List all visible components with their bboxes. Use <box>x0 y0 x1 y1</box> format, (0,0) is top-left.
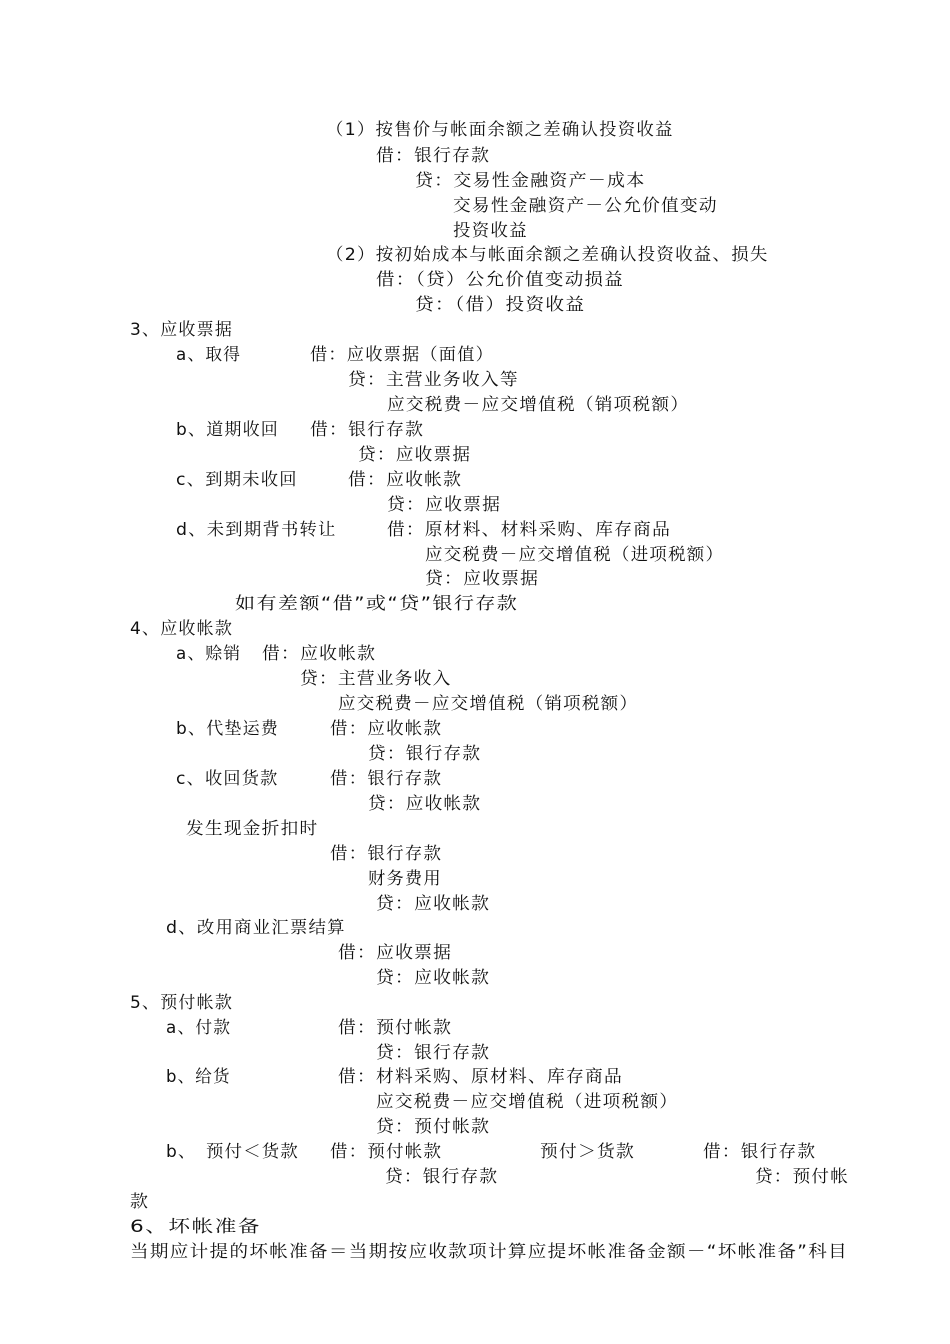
text-line: b、给货 <box>166 1067 231 1087</box>
text-line: d、未到期背书转让 <box>176 520 337 540</box>
text-line: b、代垫运费 <box>176 719 279 739</box>
text-line: a、付款 <box>166 1018 232 1038</box>
text-line: 应交税费－应交增值税（进项税额） <box>425 545 725 565</box>
text-line: 贷：交易性金融资产－成本 <box>415 171 646 191</box>
text-line: 贷：银行存款 <box>368 744 482 764</box>
text-line: 投资收益 <box>453 221 528 241</box>
text-line: 贷：银行存款 <box>385 1167 499 1187</box>
text-line: 贷：银行存款 <box>376 1043 491 1063</box>
text-line: 贷：主营业务收入 <box>300 669 452 689</box>
text-line: 贷：预付帐款 <box>376 1117 491 1137</box>
text-line: 贷：应收票据 <box>358 445 472 465</box>
text-line: 款 <box>130 1192 150 1212</box>
text-line: 借：银行存款 <box>703 1142 817 1162</box>
text-line: 借：应收帐款 <box>262 644 377 664</box>
text-line: 贷：应收票据 <box>425 569 540 589</box>
text-line: 贷：预付帐 <box>755 1167 849 1187</box>
text-line: 贷：应收帐款 <box>368 794 482 814</box>
text-line: 应交税费－应交增值税（销项税额） <box>387 395 690 415</box>
text-line: b、 <box>166 1142 197 1162</box>
text-line: 借：银行存款 <box>330 844 443 864</box>
text-line: （1）按售价与帐面余额之差确认投资收益 <box>326 120 674 140</box>
text-line: 贷：应收票据 <box>387 495 502 515</box>
text-line: a、赊销 <box>176 644 242 664</box>
text-line: b、道期收回 <box>176 420 279 440</box>
text-line: 交易性金融资产－公允价值变动 <box>453 196 718 216</box>
text-line: 发生现金折扣时 <box>186 819 319 839</box>
text-line: d、改用商业汇票结算 <box>166 918 346 938</box>
text-line: 借：银行存款 <box>310 420 425 440</box>
text-line: 借：银行存款 <box>376 146 491 166</box>
text-line: 财务费用 <box>368 869 442 889</box>
text-line: 预付＞货款 <box>540 1142 635 1162</box>
text-line: 借：银行存款 <box>330 769 443 789</box>
text-line: 贷：（借）投资收益 <box>415 295 586 315</box>
text-line: 应交税费－应交增值税（进项税额） <box>376 1092 679 1112</box>
text-line: 应交税费－应交增值税（销项税额） <box>338 694 639 714</box>
text-line: 借：材料采购、原材料、库存商品 <box>338 1067 623 1087</box>
text-line: 借：（贷）公允价值变动损益 <box>376 270 625 290</box>
text-line: 借：原材料、材料采购、库存商品 <box>387 520 671 540</box>
text-line: 借：应收票据 <box>338 943 453 963</box>
text-line: 贷：应收帐款 <box>376 894 491 914</box>
text-line: c、收回货款 <box>176 769 279 789</box>
text-line: 4、应收帐款 <box>130 619 234 639</box>
text-line: 5、预付帐款 <box>130 993 234 1013</box>
text-line: 借：应收票据（面值） <box>310 345 494 365</box>
text-line: 借：应收帐款 <box>330 719 443 739</box>
text-line: c、到期未收回 <box>176 470 298 490</box>
text-line: 当期应计提的坏帐准备＝当期按应收款项计算应提坏帐准备金额－“坏帐准备”科目 <box>130 1242 849 1262</box>
text-line: 6、坏帐准备 <box>130 1217 262 1237</box>
text-line: a、取得 <box>176 345 242 365</box>
text-line: 借：预付帐款 <box>338 1018 453 1038</box>
text-line: 贷：应收帐款 <box>376 968 491 988</box>
text-line: 预付＜货款 <box>206 1142 299 1162</box>
text-line: 贷：主营业务收入等 <box>348 370 519 390</box>
text-line: 借：预付帐款 <box>330 1142 443 1162</box>
text-line: （2）按初始成本与帐面余额之差确认投资收益、损失 <box>326 245 769 265</box>
text-line: 如有差额“借”或“贷”银行存款 <box>235 594 519 614</box>
text-line: 3、应收票据 <box>130 320 234 340</box>
text-line: 借：应收帐款 <box>348 470 463 490</box>
